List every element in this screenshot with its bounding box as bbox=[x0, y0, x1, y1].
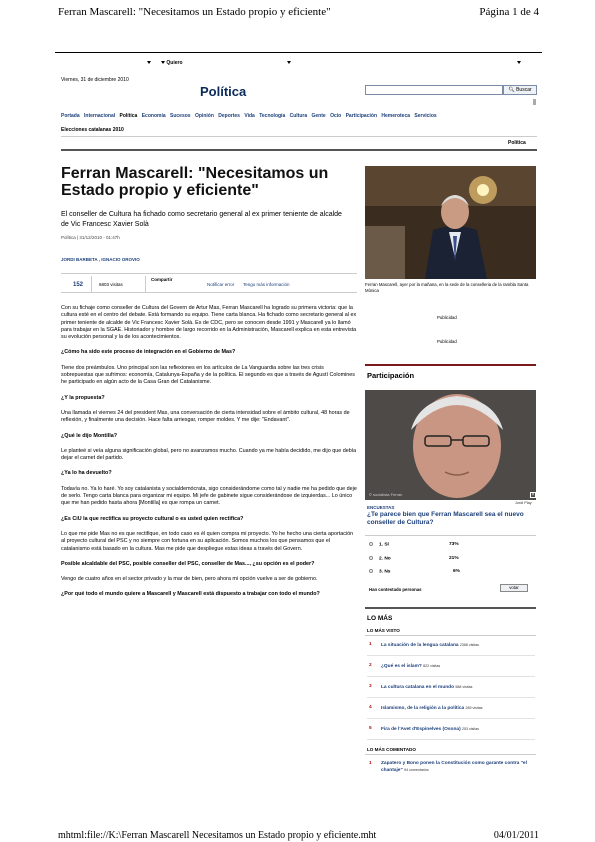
poll-percent: 73% bbox=[449, 542, 459, 547]
print-footer-date: 04/01/2011 bbox=[493, 830, 539, 841]
photo-tag: © socialista Ferran bbox=[369, 492, 403, 497]
comment-count[interactable]: 152 bbox=[73, 282, 84, 288]
search-button[interactable]: 🔍︎ Buscar bbox=[503, 85, 537, 95]
article-paragraph: Tiene dos preámbulos. Uno principal son las reflexiones en los artículos de La Vanguardia sobre las tres crisis sobrepuestas que sufrimos: economía, Catalunya-España y de la política. El segundo es que a través de Agustí Colomines he participado en algún acto de la Casa Gran del Catalanisme. bbox=[61, 364, 355, 386]
search-icon: 🔍︎ bbox=[508, 87, 515, 93]
chevron-down-icon bbox=[517, 61, 521, 64]
divider bbox=[367, 655, 535, 656]
radio-button[interactable] bbox=[369, 569, 373, 573]
nav-item[interactable]: Economía bbox=[141, 113, 166, 119]
vote-button[interactable]: votar bbox=[500, 584, 528, 592]
divider bbox=[91, 276, 92, 292]
interview-question: ¿Por qué todo el mundo quiere a Mascarell y Mascarell está dispuesto a trabajar con todo el mundo? bbox=[61, 591, 320, 598]
poll-option-1[interactable]: 1. Sí bbox=[369, 542, 389, 547]
scrollbar-handle[interactable] bbox=[533, 99, 536, 105]
search-input[interactable] bbox=[365, 85, 503, 95]
ad-label: Publicidad bbox=[437, 339, 457, 344]
nav-item[interactable]: Hemeroteca bbox=[381, 113, 411, 119]
photo-portrait-man bbox=[365, 166, 536, 279]
nav-item[interactable]: Internacional bbox=[84, 113, 116, 119]
article-photo bbox=[365, 166, 536, 279]
top-bar bbox=[61, 59, 536, 69]
interview-question: ¿Es CiU la que rectifica su proyecto cultural o es usted quien rectifica? bbox=[61, 515, 244, 522]
nav-item[interactable]: Opinión bbox=[194, 113, 214, 119]
nav-item[interactable]: Ocio bbox=[330, 113, 342, 119]
breadcrumb[interactable]: Política bbox=[508, 140, 526, 146]
article-subtitle: El conseller de Cultura ha fichado como secretario general al ex primer teniente de alcalde de Vic Francesc Xavier Solà bbox=[61, 211, 342, 228]
chevron-down-icon bbox=[161, 61, 165, 64]
lo-mas-title: LO MÁS bbox=[367, 615, 393, 622]
print-header-title: Ferran Mascarell: "Necesitamos un Estado propio y eficiente" bbox=[58, 6, 331, 18]
chevron-down-icon bbox=[147, 61, 151, 64]
participacion-divider bbox=[365, 364, 536, 366]
chevron-down-icon bbox=[287, 61, 291, 64]
nav-divider bbox=[61, 136, 537, 137]
main-nav bbox=[61, 113, 539, 122]
close-icon[interactable]: × bbox=[531, 492, 535, 498]
article-title: Ferran Mascarell: "Necesitamos un Estado propio y eficiente" bbox=[61, 165, 329, 199]
nav-item[interactable]: Portada bbox=[61, 113, 80, 119]
nav-item[interactable]: Sucesos bbox=[170, 113, 191, 119]
poll-percent: 21% bbox=[449, 556, 459, 561]
poll-divider bbox=[365, 535, 536, 536]
select-dropdown-4[interactable] bbox=[517, 60, 521, 66]
nav-item[interactable]: Gente bbox=[311, 113, 326, 119]
photo-portrait-man-closeup bbox=[365, 390, 536, 500]
radio-button[interactable] bbox=[369, 542, 373, 546]
article-body bbox=[61, 305, 357, 607]
nav-item[interactable]: Política bbox=[119, 113, 138, 119]
nav-item[interactable]: Servicios bbox=[414, 113, 437, 119]
most-viewed-tab[interactable]: LO MÁS VISTO bbox=[367, 628, 400, 633]
article-paragraph: Todavía no. Ya lo haré. Yo soy catalanista y socialdemócrata, sigo considerándome como tal y nadie me ha pedido que deje de serlo. Tengo carta blanca para organizar mi equipo. Mi jefe de gabinete sigue considerándose de izquierdas... Lo único que me han pedido hasta ahora [Montilla] es que rompa un carnet. bbox=[61, 485, 357, 507]
divider bbox=[367, 739, 535, 740]
more-info-link[interactable]: Tengo más información bbox=[243, 282, 290, 287]
ad-label: Publicidad bbox=[437, 315, 457, 320]
poll-label: ENCUESTAS bbox=[367, 505, 395, 510]
participacion-title: Participación bbox=[367, 371, 415, 380]
article-paragraph: Vengo de cuatro años en el sector privado y la mar de bien, pero ahora mi opción vuelve a ser de gobierno. bbox=[61, 576, 318, 583]
article-paragraph: Con su fichaje como conseller de Cultura del Govern de Artur Mas, Ferran Mascarell ha logrado su primera victoria: que la cultura esté en el centro del debate. Está formando su equipo. Tiene carta blanca. Ha fichado como secretario general al ex primer teniente de alcalde de Vic Francesc Xavier Solà. Es de CDC, pero se conocen desde 1991 y Mascarell ya lo llamó para trabajar en la SGAE. Historiador y hombre de largo recorrido en la Administración, Mascarell explica en esta entrevista su evolución personal y la de los acontecimientos. bbox=[61, 305, 357, 341]
interview-question: Posible alcaldable del PSC, posible conseller del PSC, conseller de Mas..., ¿su opción es el poder? bbox=[61, 560, 315, 567]
poll-percent: 6% bbox=[453, 569, 460, 574]
article-authors[interactable]: JORDI BARBETA , IGNACIO OROVIO bbox=[61, 257, 140, 262]
report-error-link[interactable]: Notificar error bbox=[207, 282, 235, 287]
radio-button[interactable] bbox=[369, 556, 373, 560]
article-stats-bar bbox=[61, 273, 357, 293]
photo-credit: Jordi Play bbox=[515, 501, 532, 505]
article-paragraph: Una llamada el viernes 24 del president Mas, una conversación de cierta intensidad sobre el ámbito cultural, 48 horas de reflexión, y finalmente una decisión. Hace falta arriesgar, romper moldes. Y me dije: "Endavant". bbox=[61, 409, 350, 424]
interview-question: ¿Qué le dijo Montilla? bbox=[61, 432, 118, 439]
header-divider bbox=[61, 149, 537, 151]
select-dropdown-3[interactable] bbox=[287, 60, 291, 66]
divider bbox=[367, 718, 535, 719]
interview-question: ¿Y la propuesta? bbox=[61, 394, 105, 401]
nav-item[interactable]: Tecnología bbox=[259, 113, 286, 119]
article-paragraph: Lo que me pide Mas no es que rectifique, en todo caso es él quien compra mi proyecto. Yo he hecho una cierta aportación al proyecto cultural del PSC y no siempre con fortuna en su aplicación. Somos muchos los que pensamos que el catalanismo está basado en la cultura. Mas me pide que despliegue estas ideas a través del Govern. bbox=[61, 530, 354, 552]
page-date: Viernes, 31 de diciembre 2010 bbox=[61, 77, 129, 83]
divider bbox=[367, 697, 535, 698]
nav-item[interactable]: Cultura bbox=[289, 113, 308, 119]
print-header-page: Página 1 de 4 bbox=[479, 6, 539, 18]
divider bbox=[365, 635, 536, 636]
quiero-select[interactable]: Quiero bbox=[161, 60, 183, 66]
poll-photo bbox=[365, 390, 536, 500]
poll-option-3[interactable]: 3. Ns bbox=[369, 569, 390, 574]
subnav-link[interactable]: Elecciones catalanas 2010 bbox=[61, 127, 124, 133]
divider bbox=[145, 276, 146, 292]
share-label[interactable]: Compartir bbox=[151, 277, 173, 282]
section-title: Política bbox=[200, 84, 247, 99]
nav-item[interactable]: Deportes bbox=[218, 113, 240, 119]
divider bbox=[365, 754, 536, 755]
print-footer-url: mhtml:file://K:\Ferran Mascarell Necesitamos un Estado propio y eficiente.mht bbox=[58, 830, 377, 841]
nav-item[interactable]: Participación bbox=[345, 113, 377, 119]
divider bbox=[367, 676, 535, 677]
photo-caption: Ferran Mascarell, ayer por la mañana, en la sede de la conselleria de la rambla Santa Mònica bbox=[365, 282, 529, 293]
poll-respondents: Han contestado personas bbox=[369, 587, 422, 592]
poll-question: ¿Te parece bien que Ferran Mascarell sea el nuevo conseller de Cultura? bbox=[367, 511, 524, 526]
interview-question: ¿Ya lo ha devuelto? bbox=[61, 470, 112, 477]
web-page: Quiero Viernes, 31 de diciembre 2010 Política 🔍︎ Buscar Portada Internacional Política Economía Sucesos Opinión Deportes Vida Tecnología Cultura Gente Ocio Participación Hemeroteca Servicios Elecciones catalanas 2010 Política Ferran Mascarell: "Necesitamos un Estado propio y eficiente" El conseller de Cultura ha fichado como secretario general al ex primer teniente de alcalde de Vic Francesc Xavier Solà Política | 31/12/2010 - 01:47h JORDI BARBETA , IGNACIO OROVIO 152 6803 visitas Compartir Notificar error Tengo más información Con su fichaje como conseller de Cultura del Govern de Artur Mas, Ferran Mascarell ha logrado su primera victoria: que la cultura esté en el centro del debate. Está formando su equipo. Tiene carta blanca. Ha fichado como secretario general al ex primer teniente de alcalde de Vic Francesc Xavier Solà. Es de CDC, pero se conocen desde 1991 y Mascarell ya lo llamó para trabajar en la SGAE. Historiador y hombre de largo recorrido en la Administración, Mascarell explica en esta entrevista su evolución personal y la de los acontecimientos. ¿Cómo ha sido este proceso de integración en el Gobierno de Mas? Tiene dos preámbulos. Uno principal son las reflexiones en los artículos de La Vanguardia sobre las tres crisis sobrepuestas que sufrimos: economía, Catalunya-España y de la política. El segundo es que a través de Agustí Colomines he participado en algún acto de la Casa Gran del Catalanisme. ¿Y la propuesta? Una llamada el viernes 24 del president Mas, una conversación de cierta intensidad sobre el ámbito cultural, 48 horas de reflexión, y finalmente una decisión. Hace falta arriesgar, romper moldes. Y me dije: "Endavant". ¿Qué le dijo Montilla? Le planteé si veía alguna significación global, pero no avanzamos mucho. Cuando ya me había decidido, me dijo que debía dejar el carnet del partido. ¿Ya lo ha devuelto? Todavía no. Ya lo haré. Yo soy catalanista y socialdemócrata, sigo considerándome como tal y nadie me ha pedido que deje de serlo. Tengo carta blanca para organizar mi equipo. Mi jefe de gabinete sigue considerándose de izquierdas... Lo único que me han pedido hasta ahora [Montilla] es que rompa un carnet. ¿Es CiU la que rectifica su proyecto cultural o es usted quien rectifica? Lo que me pide Mas no es que rectifique, en todo caso es él quien compra mi proyecto. Yo he hecho una cierta aportación al proyecto cultural del PSC y no siempre con fortuna en su aplicación. Somos muchos los que pensamos que el catalanismo está basado en la cultura. Mas me pide que despliegue estas ideas a través del Govern. Posible alcaldable del PSC, posible conseller del PSC, conseller de Mas..., ¿su opción es el poder? Vengo de cuatro años en el sector privado y la mar de bien, pero ahora mi opción vuelve a ser de gobierno. ¿Por qué todo el mundo quiere a Mascarell y Mascarell está dispuesto a trabajar con todo el mundo? Ferran Mascarell, ayer por la mañana, en la sede de la conselleria de la rambla Santa Mònica Publicidad Publicidad Participación © socialista Ferran × Jordi Play ENCUESTAS ¿Te parece bien que Ferran Mascarell sea el nuevo conseller de Cultura? 1. Sí 73% 2. No 21% 3. Ns 6% Han contestado personas votar LO MÁS LO MÁS VISTO 1 La situación de la lengua catalana 2368 visitas 2 ¿Qué es el islam? 822 visitas 3 La cultura catalana en el mundo 588 visitas 4 Islamismo, de la religión a la política 289 visitas 5 Fira de l'Avet d'Espinelves (Osona) 253 visitas LO MÁS COMENTADO 1 Zapatero y Bono ponen la Constitución como garante contra "el chantaje" 94 comentarios bbox=[55, 52, 542, 788]
poll-option-2[interactable]: 2. No bbox=[369, 556, 391, 561]
visit-count: 6803 visitas bbox=[99, 282, 123, 287]
select-dropdown-1[interactable] bbox=[147, 60, 151, 66]
interview-question: ¿Cómo ha sido este proceso de integración en el Gobierno de Mas? bbox=[61, 349, 236, 356]
most-commented-tab[interactable]: LO MÁS COMENTADO bbox=[367, 747, 416, 752]
article-paragraph: Le planteé si veía alguna significación global, pero no avanzamos mucho. Cuando ya me había decidido, me dijo que debía dejar el carnet del partido. bbox=[61, 447, 357, 462]
nav-item[interactable]: Vida bbox=[244, 113, 255, 119]
article-meta: Política | 31/12/2010 - 01:47h bbox=[61, 235, 120, 240]
